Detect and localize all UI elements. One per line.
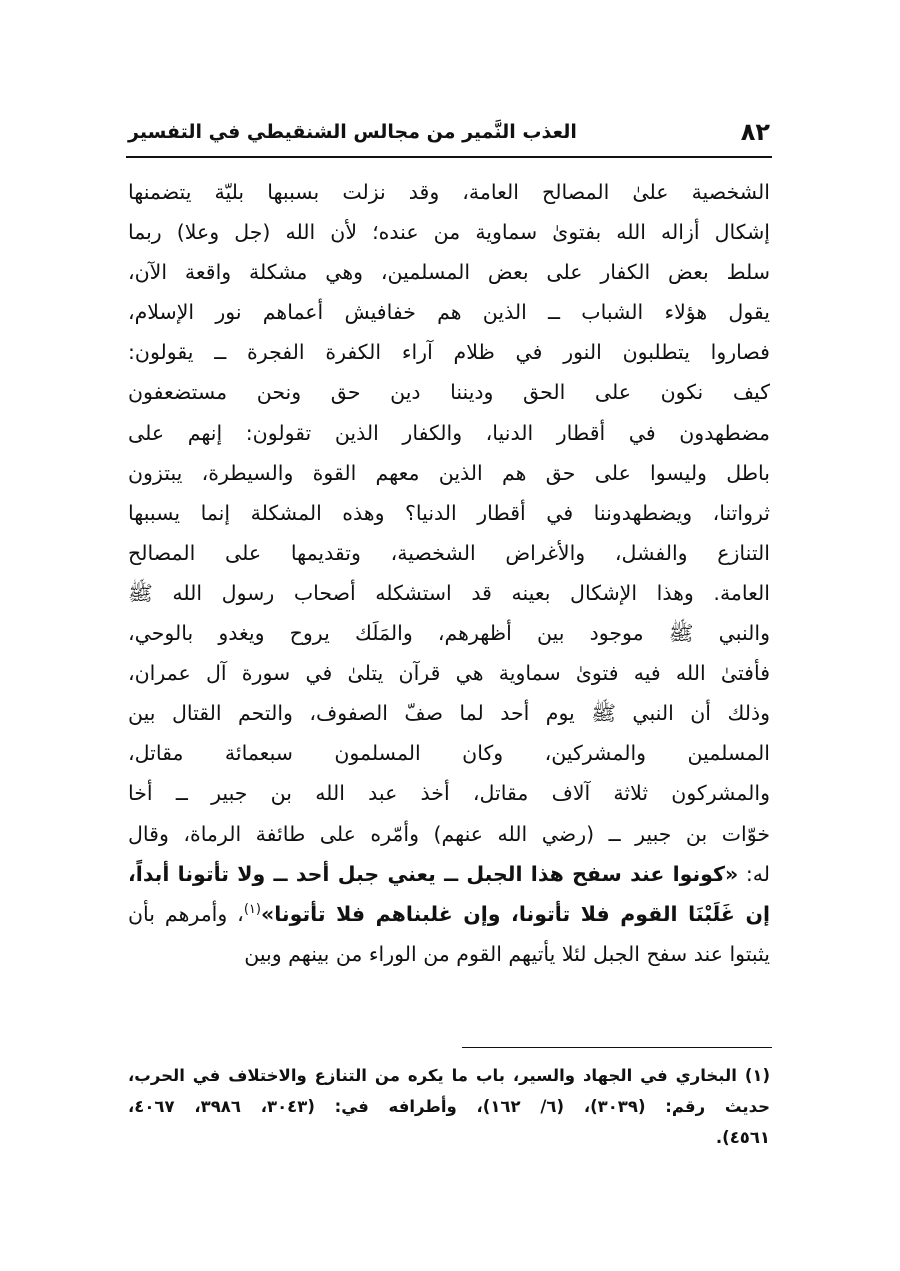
body-line-quote-start (128, 854, 770, 894)
body-line: يثبتوا عند سفح الجبل لئلا يأتيهم القوم من الوراء من بينهم وبين (244, 941, 770, 966)
running-title: العذب النَّمير من مجالس الشنقيطي في التفسير (128, 121, 577, 143)
body-line: فأفتىٰ الله فيه فتوىٰ سماوية هي قرآن يتلىٰ في سورة آل عمران، (128, 661, 770, 686)
body-line: الشخصية علىٰ المصالح العامة، وقد نزلت بسببها بليّة يتضمنها (128, 180, 770, 204)
quote-intro: له: (738, 861, 770, 886)
footnote-line: حديث رقم: (٣٠٣٩)، (٦/ ١٦٢)، وأطرافه في: (٣٠٤٣، ٣٩٨٦، ٤٠٦٧، (128, 1097, 770, 1116)
hadith-quote: «كونوا عند سفح هذا الجبل ــ يعني جبل أحد ــ ولا تأتونا أبداً، (128, 861, 739, 886)
header-rule (126, 156, 772, 158)
hadith-quote: إن غَلَبْنَا القوم فلا تأتونا، وإن غلبناهم فلا تأتونا» (260, 901, 770, 926)
body-line: المسلمين والمشركين، وكان المسلمون سبعمائة مقاتل، (128, 741, 770, 766)
body-line: وذلك أن النبي ﷺ يوم أحد لما صفّ الصفوف، والتحم القتال بين (128, 701, 770, 726)
running-head (128, 112, 770, 152)
body-line: إشكال أزاله الله بفتوىٰ سماوية من عنده؛ لأن الله (جل وعلا) ربما (128, 220, 770, 245)
body-line: مضطهدون في أقطار الدنيا، والكفار الذين تقولون: إنهم على (128, 420, 770, 445)
footnote-line: (١) البخاري في الجهاد والسير، باب ما يكره من التنازع والاختلاف في الحرب، (128, 1066, 770, 1085)
body-line: كيف نكون على الحق وديننا دين حق ونحن مستضعفون (128, 380, 770, 405)
body-line: ثرواتنا، ويضطهدوننا في أقطار الدنيا؟ وهذه المشكلة إنما يسببها (128, 500, 770, 525)
body-line-quote-end (128, 894, 770, 934)
body-line: والنبي ﷺ موجود بين أظهرهم، والمَلَك يروح ويغدو بالوحي، (128, 621, 770, 646)
body-line: سلط بعض الكفار على بعض المسلمين، وهي مشكلة واقعة الآن، (128, 260, 770, 285)
footnote-line: ٤٥٦١). (715, 1128, 770, 1147)
footnote (128, 1060, 770, 1153)
footnote-reference[interactable]: (١) (243, 901, 261, 917)
page-number: ٨٢ (740, 118, 770, 146)
body-line: العامة. وهذا الإشكال بعينه قد استشكله أصحاب رسول الله ﷺ (128, 580, 770, 605)
quote-continuation: ، وأمرهم بأن (128, 901, 244, 926)
footnote-rule (462, 1047, 772, 1048)
body-line: التنازع والفشل، والأغراض الشخصية، وتقديمها على المصالح (128, 540, 770, 565)
body-line: يقول هؤلاء الشباب ــ الذين هم خفافيش أعماهم نور الإسلام، (128, 300, 770, 325)
body-line: باطل وليسوا على حق هم الذين معهم القوة والسيطرة، يبتزون (128, 460, 770, 485)
body-line: فصاروا يتطلبون النور في ظلام آراء الكفرة الفجرة ــ يقولون: (128, 340, 770, 365)
body-line: والمشركون ثلاثة آلاف مقاتل، أخذ عبد الله بن جبير ــ أخا (128, 781, 770, 806)
body-text (128, 172, 770, 974)
body-line: خوّات بن جبير ــ (رضي الله عنهم) وأمّره على طائفة الرماة، وقال (128, 821, 770, 846)
